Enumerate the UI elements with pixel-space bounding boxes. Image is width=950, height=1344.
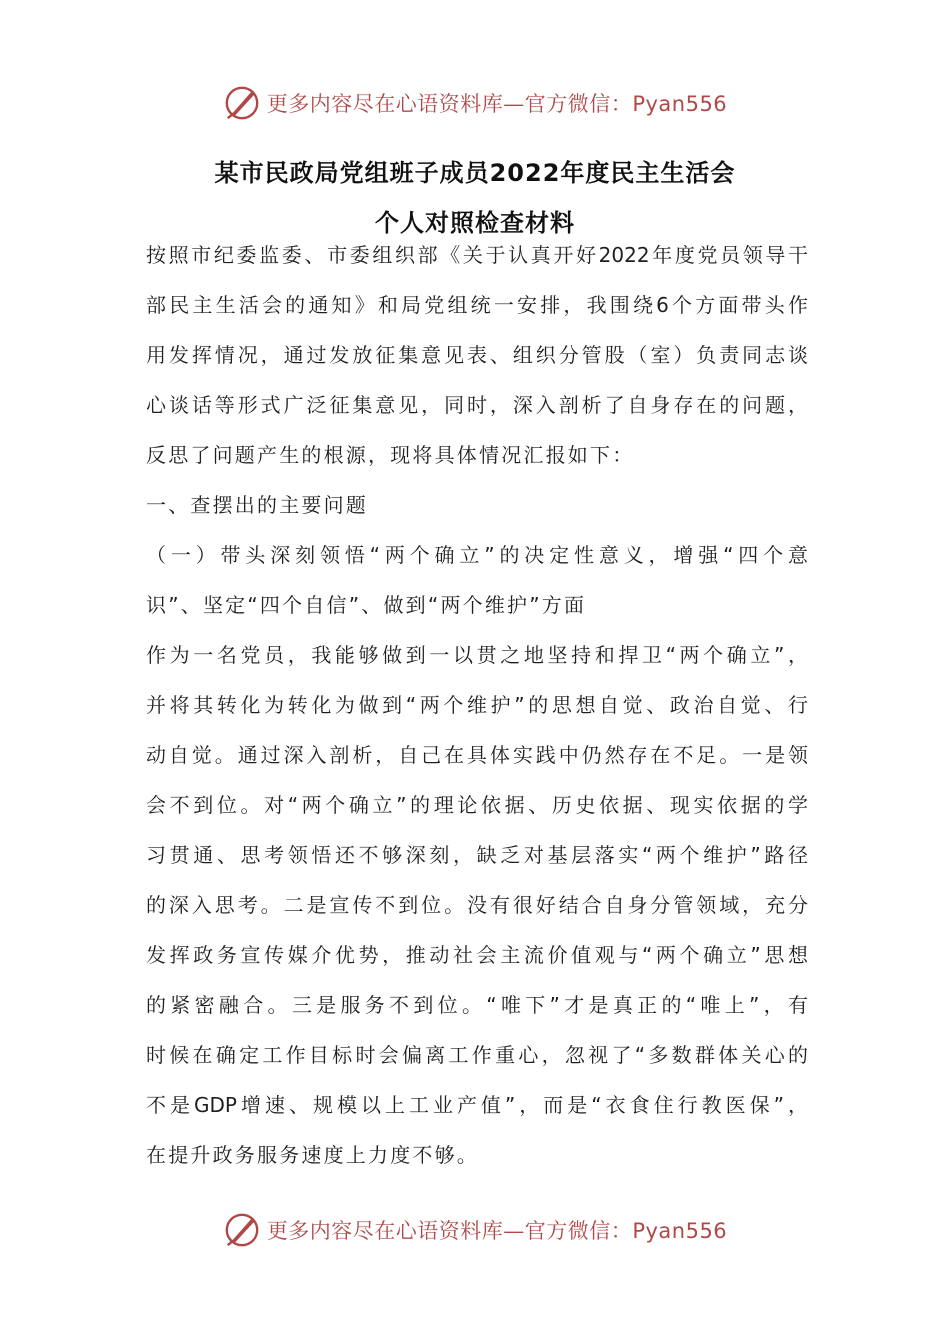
quill-logo-icon (223, 84, 261, 122)
body-line: 按照市纪委监委、市委组织部《关于认真开好2022年度党员领导干 (146, 243, 808, 267)
body-line: 识”、坚定“四个自信”、做到“两个维护”方面 (146, 593, 587, 617)
footer-watermark (0, 1207, 950, 1253)
body-line: 部民主生活会的通知》和局党组统一安排，我围绕6个方面带头作 (146, 293, 808, 317)
document-subtitle: 个人对照检查材料 (375, 209, 575, 237)
watermark-handle: Pyan556 (632, 1219, 728, 1243)
body-line: 用发挥情况，通过发放征集意见表、组织分管股（室）负责同志谈 (146, 343, 808, 367)
body-line: 并将其转化为转化为做到“两个维护”的思想自觉、政治自觉、行 (146, 693, 808, 717)
quill-logo-icon (223, 1211, 261, 1249)
body-line: 心谈话等形式广泛征集意见，同时，深入剖析了自身存在的问题， (146, 393, 808, 417)
body-line: 在提升政务服务速度上力度不够。 (146, 1143, 479, 1167)
body-line: 一、查摆出的主要问题 (146, 493, 368, 517)
body-line: 不是GDP增速、规模以上工业产值”，而是“衣食住行教医保”， (146, 1093, 808, 1117)
body-line: 反思了问题产生的根源，现将具体情况汇报如下： (146, 443, 635, 467)
document-body (146, 230, 808, 1180)
watermark-handle: Pyan556 (632, 92, 728, 116)
body-line: 的紧密融合。三是服务不到位。“唯下”才是真正的“唯上”，有 (146, 993, 808, 1017)
body-line: 的深入思考。二是宣传不到位。没有很好结合自身分管领域，充分 (146, 893, 808, 917)
header-watermark (0, 80, 950, 126)
body-line: 时候在确定工作目标时会偏离工作重心，忽视了“多数群体关心的 (146, 1043, 808, 1067)
document-title: 某市民政局党组班子成员2022年度民主生活会 (214, 159, 736, 187)
body-line: 动自觉。通过深入剖析，自己在具体实践中仍然存在不足。一是领 (146, 743, 808, 767)
body-line: （一）带头深刻领悟“两个确立”的决定性意义，增强“四个意 (146, 543, 808, 567)
body-line: 会不到位。对“两个确立”的理论依据、历史依据、现实依据的学 (146, 793, 808, 817)
body-line: 发挥政务宣传媒介优势，推动社会主流价值观与“两个确立”思想 (146, 943, 808, 967)
watermark-text: 更多内容尽在心语资料库—官方微信：Pyan556 (266, 1219, 728, 1243)
watermark-text: 更多内容尽在心语资料库—官方微信：Pyan556 (266, 92, 728, 116)
body-line: 作为一名党员，我能够做到一以贯之地坚持和捍卫“两个确立”， (146, 643, 808, 667)
body-line: 习贯通、思考领悟还不够深刻，缺乏对基层落实“两个维护”路径 (146, 843, 808, 867)
